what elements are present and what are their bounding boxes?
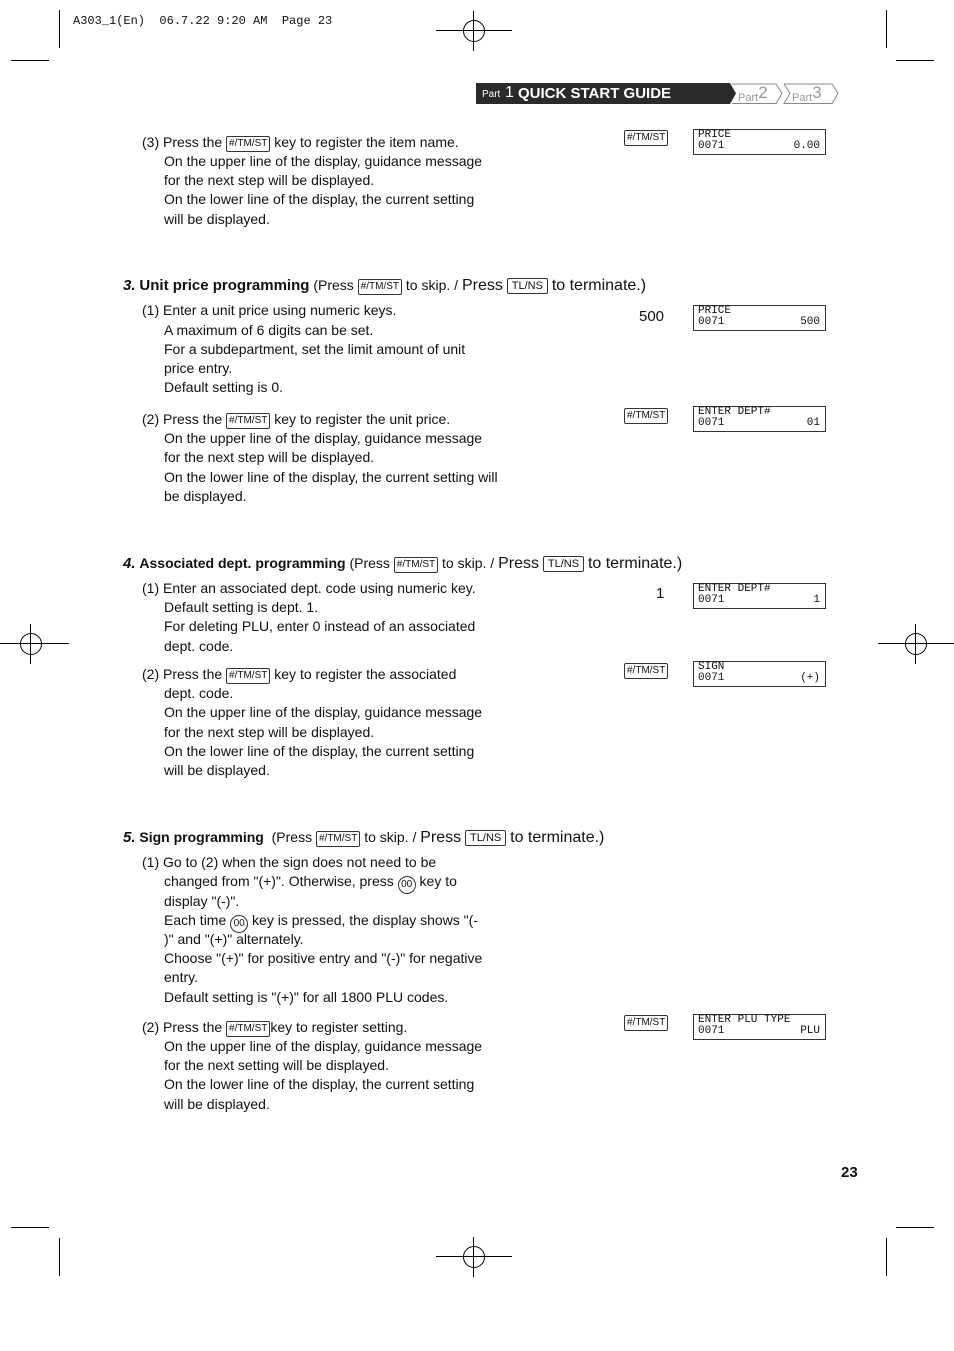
text-line: On the upper line of the display, guidance message <box>164 153 483 169</box>
text-line: Default setting is dept. 1. <box>164 599 319 615</box>
text-line: For deleting PLU, enter 0 instead of an associated <box>164 618 476 634</box>
crop-mark <box>886 10 887 48</box>
crop-mark <box>11 1227 49 1228</box>
registration-mark-icon <box>905 633 927 655</box>
tmst-key: #/TM/ST <box>226 1021 270 1037</box>
tmst-key: #/TM/ST <box>226 668 270 684</box>
display-panel: PRICE 0071 500 <box>693 305 826 331</box>
text-line: dept. code. <box>164 638 234 654</box>
text-line: price entry. <box>164 360 233 376</box>
display-panel: ENTER DEPT# 0071 1 <box>693 583 826 609</box>
text-line: (2) Press the #/TM/ST key to register the unit price. <box>142 411 451 427</box>
tmst-key: #/TM/ST <box>358 279 402 295</box>
text-line: On the lower line of the display, the current setting will <box>164 469 498 485</box>
tmst-key: #/TM/ST <box>226 413 270 429</box>
page-number: 23 <box>841 1164 858 1181</box>
tmst-key: #/TM/ST <box>624 1015 668 1031</box>
text-line: (1) Go to (2) when the sign does not need to be <box>142 854 437 870</box>
heading-unit-price: 3. Unit price programming (Press #/TM/ST to skip. / Press TL/NS to terminate.) <box>123 277 647 294</box>
text-line: for the next step will be displayed. <box>164 724 375 740</box>
double-zero-key: 00 <box>230 915 248 933</box>
double-zero-key: 00 <box>398 876 416 894</box>
text-line: )" and "(+)" alternately. <box>164 931 304 947</box>
text-line: On the upper line of the display, guidance message <box>164 1038 483 1054</box>
crop-mark <box>59 1238 60 1276</box>
text-line: entry. <box>164 969 198 985</box>
text-line: Choose "(+)" for positive entry and "(-)" for negative <box>164 950 483 966</box>
text-line: A maximum of 6 digits can be set. <box>164 322 374 338</box>
part-1-tab: Part 1 QUICK START GUIDE <box>476 83 730 104</box>
tlns-key: TL/NS <box>507 278 548 294</box>
dept-entry: 1 <box>656 585 665 602</box>
crop-mark <box>896 60 934 61</box>
registration-mark-icon <box>463 1246 485 1268</box>
part-2-tab: Part2 <box>738 83 768 104</box>
text-line: for the next step will be displayed. <box>164 449 375 465</box>
text-line: On the upper line of the display, guidance message <box>164 430 483 446</box>
tmst-key: #/TM/ST <box>226 136 270 152</box>
text-line: be displayed. <box>164 488 247 504</box>
text-line: will be displayed. <box>164 762 270 778</box>
text-line: (2) Press the #/TM/ST key to register the associated <box>142 666 457 682</box>
crop-mark <box>11 60 49 61</box>
text-line: Each time 00 key is pressed, the display shows "(- <box>164 911 478 933</box>
tmst-key: #/TM/ST <box>624 408 668 424</box>
text-line: changed from "(+)". Otherwise, press 00 key to <box>164 872 457 894</box>
display-panel: ENTER PLU TYPE 0071 PLU <box>693 1014 826 1040</box>
heading-associated-dept: 4. Associated dept. programming (Press #/TM/ST to skip. / Press TL/NS to terminate.) <box>123 555 683 572</box>
text-line: For a subdepartment, set the limit amount of unit <box>164 341 466 357</box>
tlns-key: TL/NS <box>465 830 506 846</box>
print-slug: A303_1(En) 06.7.22 9:20 AM Page 23 <box>73 14 333 28</box>
price-entry: 500 <box>639 308 665 325</box>
text-line: display "(-)". <box>164 893 240 909</box>
text-line: Default setting is "(+)" for all 1800 PLU codes. <box>164 989 449 1005</box>
text-line: (2) Press the #/TM/ST key to register setting. <box>142 1019 408 1035</box>
tmst-key: #/TM/ST <box>624 663 668 679</box>
tmst-key: #/TM/ST <box>394 557 438 573</box>
text-line: will be displayed. <box>164 1096 270 1112</box>
text-line: will be displayed. <box>164 211 270 227</box>
text-line: for the next step will be displayed. <box>164 172 375 188</box>
heading-sign: 5. Sign programming (Press #/TM/ST to skip. / Press TL/NS to terminate.) <box>123 829 605 846</box>
crop-mark <box>59 10 60 48</box>
text-line: (3) Press the #/TM/ST key to register the item name. <box>142 134 459 150</box>
tmst-key: #/TM/ST <box>316 831 360 847</box>
text-line: On the upper line of the display, guidance message <box>164 704 483 720</box>
text-line: Default setting is 0. <box>164 379 284 395</box>
crop-mark <box>896 1227 934 1228</box>
text-line: On the lower line of the display, the current setting <box>164 1076 475 1092</box>
section-title: QUICK START GUIDE <box>518 85 672 102</box>
text-line: dept. code. <box>164 685 234 701</box>
tmst-key: #/TM/ST <box>624 130 668 146</box>
text-line: for the next setting will be displayed. <box>164 1057 389 1073</box>
text-line: (1) Enter an associated dept. code using numeric key. <box>142 580 476 596</box>
text-line: On the lower line of the display, the current setting <box>164 743 475 759</box>
display-panel: PRICE 0071 0.00 <box>693 129 826 155</box>
tlns-key: TL/NS <box>543 556 584 572</box>
registration-mark-icon <box>20 633 42 655</box>
text-line: On the lower line of the display, the current setting <box>164 191 475 207</box>
display-panel: ENTER DEPT# 0071 01 <box>693 406 826 432</box>
crop-mark <box>886 1238 887 1276</box>
text-line: (1) Enter a unit price using numeric keys. <box>142 302 397 318</box>
part-3-tab: Part3 <box>792 83 822 104</box>
registration-mark-icon <box>463 20 485 42</box>
display-panel: SIGN 0071 (+) <box>693 661 826 687</box>
